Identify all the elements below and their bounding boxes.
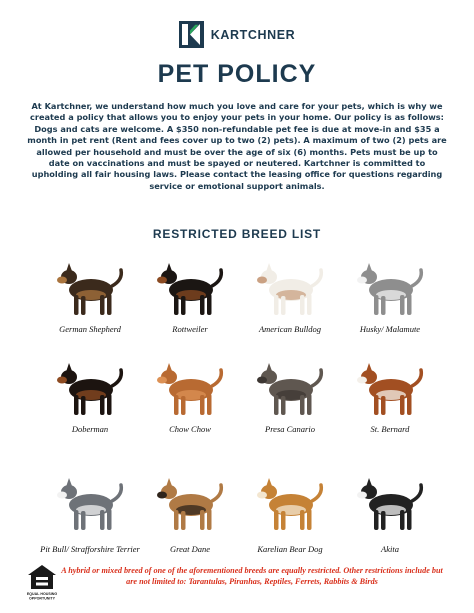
breed-item: [340, 460, 440, 554]
german-shepherd-icon: [47, 250, 133, 320]
brand-header: [0, 21, 474, 48]
breed-label: American Bulldog: [258, 324, 322, 334]
breed-item: [140, 250, 240, 334]
breed-item: [40, 250, 140, 334]
breed-label: Pit Bull/ Strafforshire Terrier: [40, 544, 140, 554]
breed-label: Presa Canario: [265, 424, 315, 434]
breed-item: [40, 350, 140, 434]
brand-name: KARTCHNER: [210, 27, 296, 42]
equal-housing-opportunity-icon: [27, 564, 57, 602]
breed-label: Rottweiler: [172, 324, 208, 334]
policy-text: At Kartchner, we understand how much you love and care for your pets, which is why we created a policy that allows you to enjoy your pets in your home. Our policy is as follows: Dogs and cats are welcome. A $350 non-refundable pet fee is due at move-in and $35 a month in pet rent (Rent and fees cover up to two (2) pets). A maximum of two (2) pets are allowed per household and must be over the age of six (6) months. Pets must be up to date on vaccinations and must be spayed or neutered. Kartchner is committed to upholding all fair housing laws. Please contact the leasing office for questions regarding service or emotional support animals.: [27, 101, 447, 191]
breed-item: [140, 350, 240, 434]
page-title: PET POLICY: [157, 60, 317, 88]
presa-canario-icon: [247, 350, 333, 420]
american-bulldog-icon: [247, 250, 333, 320]
akita-icon: [347, 460, 433, 540]
breed-label: Doberman: [71, 424, 109, 434]
breed-item: [140, 460, 240, 554]
breed-label: Husky/ Malamute: [359, 324, 421, 334]
breed-item: [240, 250, 340, 334]
equal-housing-line-1: EQUAL HOUSING: [27, 592, 57, 596]
breed-label: Karelian Bear Dog: [257, 544, 323, 554]
breed-label: St. Bernard: [370, 424, 410, 434]
kartchner-logo-icon: [179, 21, 204, 48]
breed-label: Chow Chow: [169, 424, 211, 434]
breed-item: [340, 350, 440, 434]
husky-icon: [347, 250, 433, 320]
restriction-notice: A hybrid or mixed breed of one of the aforementioned breeds are equally restricted. Other restrictions include but are not limited to: Tarantulas, Piranhas, Reptiles, Ferrets, Rabbits & Birds: [61, 566, 443, 586]
doberman-icon: [47, 350, 133, 420]
rottweiler-icon: [147, 250, 233, 320]
chow-chow-icon: [147, 350, 233, 420]
breed-label: Great Dane: [169, 544, 211, 554]
pit-bull-icon: [47, 460, 133, 540]
st-bernard-icon: [347, 350, 433, 420]
karelian-bear-dog-icon: [247, 460, 333, 540]
equal-housing-line-2: OPPORTUNITY: [29, 596, 55, 601]
breed-item: [240, 460, 340, 554]
breed-label: German Shepherd: [59, 324, 121, 334]
breed-item: [40, 460, 140, 554]
breed-item: [340, 250, 440, 334]
breed-item: [240, 350, 340, 434]
restricted-breed-heading: RESTRICTED BREED LIST: [152, 227, 322, 241]
great-dane-icon: [147, 460, 233, 540]
breed-label: Akita: [381, 544, 399, 554]
